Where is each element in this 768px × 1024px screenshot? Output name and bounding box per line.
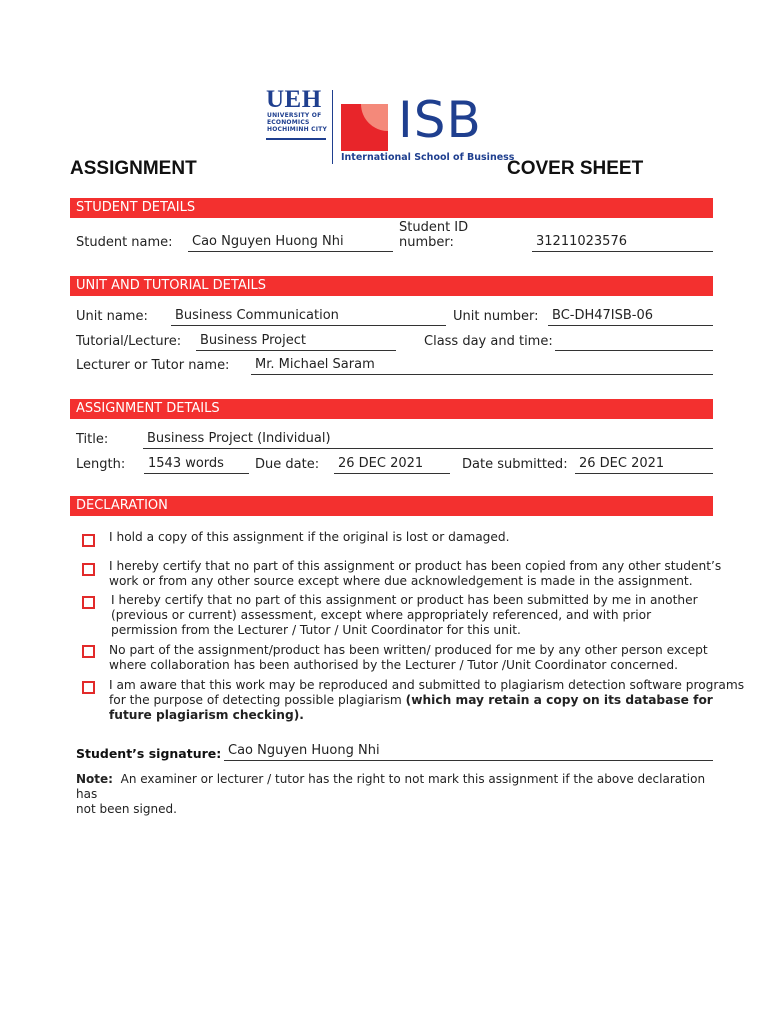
- ueh-logo-text: UEH: [266, 86, 322, 113]
- student-name-label: Student name:: [76, 235, 173, 250]
- unit-number-label: Unit number:: [453, 309, 539, 324]
- due-date-label: Due date:: [255, 457, 320, 472]
- section-header-declaration: DECLARATION: [70, 496, 713, 516]
- declaration-checkbox-4[interactable]: [82, 645, 95, 658]
- date-submitted-field[interactable]: 26 DEC 2021: [575, 456, 713, 474]
- section-header-unit-details: UNIT AND TUTORIAL DETAILS: [70, 276, 713, 296]
- logo-divider: [332, 90, 333, 164]
- length-field[interactable]: 1543 words: [144, 456, 249, 474]
- student-name-field[interactable]: Cao Nguyen Huong Nhi: [188, 234, 393, 252]
- class-day-time-label: Class day and time:: [424, 334, 553, 349]
- isb-square-icon: [341, 104, 388, 151]
- class-day-time-field[interactable]: [555, 333, 713, 351]
- declaration-text-3: I hereby certify that no part of this assignment or product has been submitted by me in another (previous or current) assessment, except where appropriately referenced, and with prior permission from the Lecturer / Tutor / Unit Coordinator for this unit.: [111, 593, 698, 637]
- heading-assignment: ASSIGNMENT: [70, 158, 197, 179]
- declaration-checkbox-3[interactable]: [82, 596, 95, 609]
- declaration-checkbox-2[interactable]: [82, 563, 95, 576]
- unit-number-field[interactable]: BC-DH47ISB-06: [548, 308, 713, 326]
- lecturer-field[interactable]: Mr. Michael Saram: [251, 357, 713, 375]
- section-header-student-details: STUDENT DETAILS: [70, 198, 713, 218]
- declaration-text-1: I hold a copy of this assignment if the original is lost or damaged.: [109, 530, 510, 544]
- declaration-text-5: I am aware that this work may be reproduced and submitted to plagiarism detection software programs for the purpose of detecting possible plagiarism (which may retain a copy on its database for future plagiarism checking).: [109, 678, 745, 722]
- lecturer-label: Lecturer or Tutor name:: [76, 358, 230, 373]
- institution-logo: [266, 86, 515, 166]
- title-label: Title:: [76, 432, 109, 447]
- student-id-label-line2: number:: [399, 235, 454, 250]
- note-text: Note: An examiner or lecturer / tutor has the right to not mark this assignment if the above declaration has not been signed.: [76, 772, 706, 816]
- tutorial-label: Tutorial/Lecture:: [76, 334, 182, 349]
- declaration-text-4: No part of the assignment/product has been written/ produced for me by any other person except where collaboration has been authorised by the Lecturer / Tutor /Unit Coordinator concerned.: [109, 643, 708, 672]
- signature-label: Student’s signature:: [76, 746, 222, 761]
- due-date-field[interactable]: 26 DEC 2021: [334, 456, 450, 474]
- heading-cover-sheet: COVER SHEET: [507, 158, 644, 179]
- length-label: Length:: [76, 457, 126, 472]
- declaration-text-2: I hereby certify that no part of this assignment or product has been copied from any other student’s work or from any other source except where due acknowledgement is made in the assignment.: [109, 559, 722, 588]
- student-id-label-line1: Student ID: [399, 220, 469, 235]
- date-submitted-label: Date submitted:: [462, 457, 568, 472]
- declaration-checkbox-5[interactable]: [82, 681, 95, 694]
- student-id-field[interactable]: 31211023576: [532, 234, 713, 252]
- isb-logo-text: ISB: [398, 91, 482, 149]
- section-header-assignment-details: ASSIGNMENT DETAILS: [70, 399, 713, 419]
- title-field[interactable]: Business Project (Individual): [143, 431, 713, 449]
- ueh-logo-subtitle: UNIVERSITY OF ECONOMICS HOCHIMINH CITY: [267, 112, 327, 133]
- unit-name-label: Unit name:: [76, 309, 148, 324]
- unit-name-field[interactable]: Business Communication: [171, 308, 446, 326]
- isb-logo-subtitle: International School of Business: [341, 152, 515, 163]
- declaration-checkbox-1[interactable]: [82, 534, 95, 547]
- signature-field[interactable]: Cao Nguyen Huong Nhi: [224, 743, 713, 761]
- tutorial-field[interactable]: Business Project: [196, 333, 396, 351]
- ueh-underline: [266, 138, 326, 140]
